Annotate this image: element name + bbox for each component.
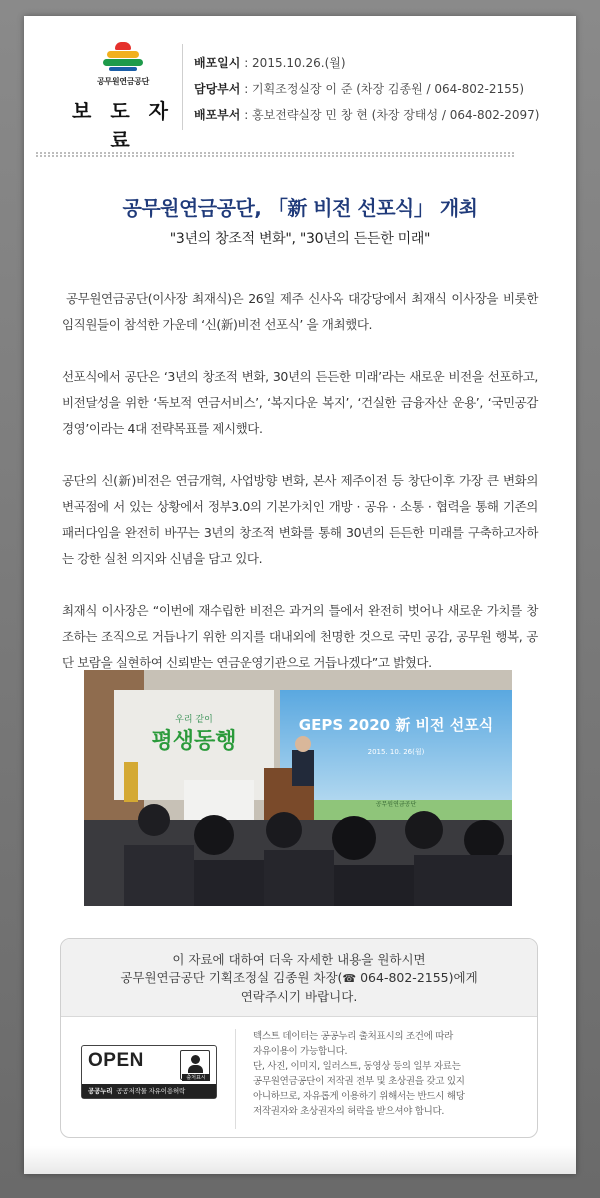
attribution-label: 출처표시: [182, 1074, 210, 1081]
agency-logo-block: [68, 42, 178, 152]
event-photo: [84, 670, 512, 906]
contact-line-2: 공무원연금공단 기획조정실 김종원 차장(☎ 064-802-2155)에게: [120, 970, 478, 985]
paragraph: 공무원연금공단(이사장 최재식)은 26일 제주 신사옥 대강당에서 최재식 이사장을 비롯한 임직원들이 참석한 가운데 ‘신(新)비전 선포식’ 을 개최했다.: [62, 291, 538, 332]
license-line: 저작권자와 초상권자의 허락을 받으셔야 합니다.: [253, 1106, 445, 1117]
phone-icon: ☎: [342, 972, 357, 985]
meta-distribution: 배포부서 : 홍보전략실장 민 창 현 (차장 장태성 / 064-802-2097): [194, 108, 540, 122]
license-line: 자유이용이 가능합니다.: [253, 1046, 348, 1057]
license-line: 텍스트 데이터는 공공누리 출처표시의 조건에 따라: [253, 1031, 454, 1042]
agency-name: 공무원연금공단: [97, 77, 149, 86]
photo-slogan-main: 평생동행: [151, 729, 237, 754]
contact-line-1: 이 자료에 대하여 더욱 자세한 내용을 원하시면: [172, 952, 426, 967]
header-separator: [36, 152, 516, 154]
subheadline: "3년의 창조적 변화", "30년의 든든한 미래": [169, 231, 431, 247]
photo-slogan-top: 우리 같이: [175, 715, 213, 725]
license-line: 공무원연금공단이 저작권 전부 및 초상권을 갖고 있지: [253, 1076, 465, 1087]
document-header: [36, 30, 556, 152]
paragraph: 최재식 이사장은 “이번에 재수립한 비전은 과거의 틀에서 완전히 벗어나 새로운 가치를 창조하는 조직으로 거듭나기 위한 의지를 대내외에 천명한 것으로 국민 공감, 공무원 행복, 공단 보람을 실현하여 신뢰받는 연금운영기관으로 거듭나겠다”고 밝혔다.: [62, 603, 538, 670]
contact-info: [61, 939, 537, 1017]
photo-banner-title: GEPS 2020 新 비전 선포식: [298, 716, 494, 734]
headline: 공무원연금공단, 「新 비전 선포식」 개최: [122, 196, 478, 220]
kogl-bar: 공공누리 공공저작물 자유이용허락: [82, 1084, 216, 1098]
license-line: 단, 사진, 이미지, 일러스트, 동영상 등의 일부 자료는: [253, 1061, 461, 1072]
contact-line-3: 연락주시기 바랍니다.: [240, 989, 358, 1004]
open-logo-text: OPEN: [88, 1050, 144, 1071]
kogl-open-license-badge: [81, 1045, 217, 1099]
license-line: 아니하므로, 자유롭게 이용하기 위해서는 반드시 해당: [253, 1091, 465, 1102]
meta-department: 담당부서 : 기획조정실장 이 준 (차장 김종원 / 064-802-2155): [194, 82, 525, 96]
attribution-icon: [180, 1050, 210, 1080]
license-divider: [235, 1029, 236, 1129]
license-notice: [253, 1029, 529, 1119]
agency-logo-icon: [103, 42, 143, 72]
contact-box: [60, 938, 538, 1138]
meta-release-date: 배포일시 : 2015.10.26.(월): [194, 56, 346, 70]
paragraph: 공단의 신(新)비전은 연금개혁, 사업방향 변화, 본사 제주이전 등 창단이후 가장 큰 변화의 변곡점에 서 있는 상황에서 정부3.0의 기본가치인 개방 · 공유 · 소통 · 협력을 통해 기존의 패러다임을 완전히 바꾸는 3년의 창조적 변화를 통해 30년의 든든한 미래를 구축하고자하는 강한 실천 의지와 신념을 담고 있다.: [62, 473, 538, 566]
paragraph: 선포식에서 공단은 ‘3년의 창조적 변화, 30년의 든든한 미래’라는 새로운 비전을 선포하고, 비전달성을 위한 ‘독보적 연금서비스’, ‘복지다운 복지’, ‘건실한 금융자산 운용’, ‘국민공감 경영’이라는 4대 전략목표를 제시했다.: [62, 369, 538, 436]
event-photo-illustration: [84, 670, 512, 906]
photo-banner-org: 공무원연금공단: [375, 801, 417, 808]
photo-banner-date: 2015. 10. 26(월): [367, 748, 425, 756]
document-type-title: 보 도 자 료: [72, 99, 174, 152]
release-meta: [194, 50, 539, 128]
article-body: [62, 286, 538, 702]
header-divider: [182, 44, 183, 130]
header-separator-2: [36, 155, 516, 157]
